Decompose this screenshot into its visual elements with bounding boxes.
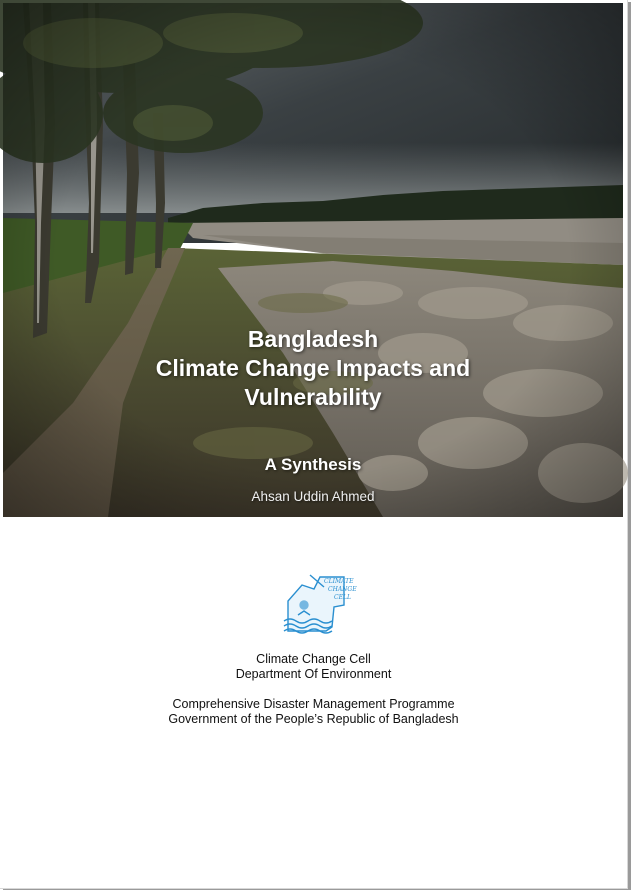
logo-word-1: CLIMATE [324, 578, 354, 585]
organization-name: Climate Change Cell [256, 652, 371, 666]
logo-word-3: CELL [334, 594, 351, 601]
title-line-1: Bangladesh [247, 326, 379, 352]
landscape-photo [3, 3, 623, 517]
title-line-2: Climate Change Impacts and [155, 355, 471, 381]
cover-subtitle: A Synthesis [264, 455, 362, 474]
title-line-3: Vulnerability [244, 384, 382, 410]
cover-photo [3, 3, 623, 517]
programme-name: Comprehensive Disaster Management Programme [172, 697, 455, 711]
government-name: Government of the People’s Republic of Bangladesh [168, 712, 459, 726]
organization-block [0, 652, 627, 682]
author-name: Ahsan Uddin Ahmed [251, 489, 375, 504]
programme-block [0, 697, 627, 727]
climate-change-cell-logo [280, 571, 357, 637]
cover-title [3, 325, 623, 412]
logo-word-2: CHANGE [328, 586, 357, 593]
department-name: Department Of Environment [235, 667, 392, 681]
